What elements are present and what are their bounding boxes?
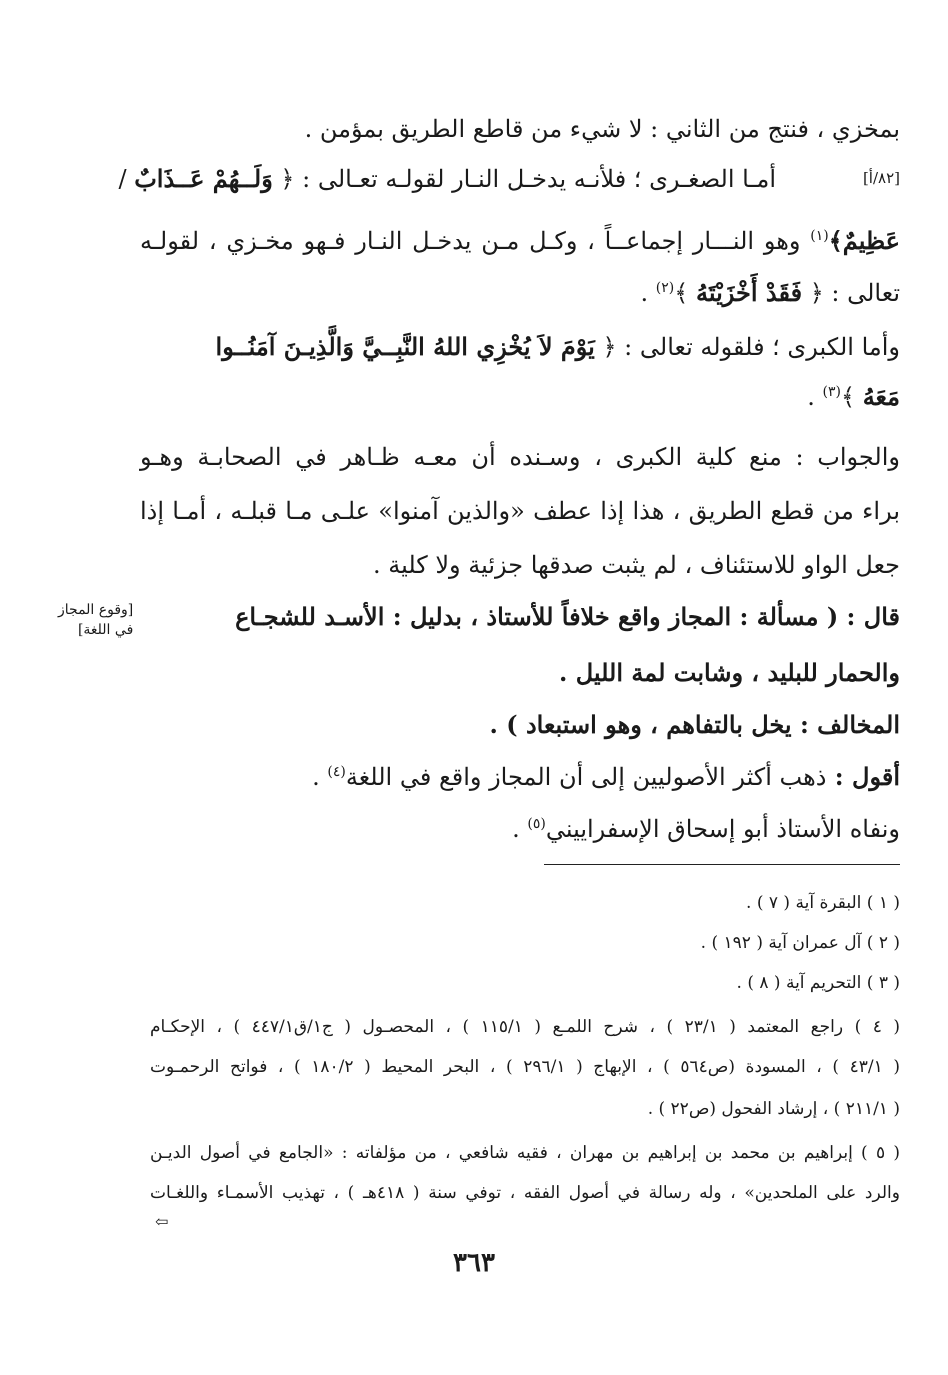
body-line-4: تعالى : ﴿ فَقَدْ أَخْزَيْتَهُ ﴾$^{(٢)}$ .: [640, 278, 900, 307]
footnote-ref: (٥): [527, 816, 546, 832]
page-number: ٣٦٣: [453, 1248, 495, 1278]
footnote-separator: [544, 864, 900, 865]
manuscript-folio-ref: [٨٢/أ]: [862, 169, 900, 187]
quran-verse: فَقَدْ أَخْزَيْتَهُ: [695, 278, 803, 307]
footnote-4-line-1: ( ٤ ) راجع المعتمد ( ٢٣/١ ) ، شرح اللمـع ( ١١٥/١ ) ، المحصـول ( ج١/ق٤٤٧/١ ) ، الإحكـام: [150, 1017, 900, 1037]
quran-verse: مَعَهُ: [862, 382, 900, 411]
body-line-11: والحمار للبليد ، وشابت لمة الليل .: [558, 658, 900, 687]
body-line-2: أمـا الصغـرى ؛ فلأنـه يدخـل النـار لقولـه تعـالى : ﴿ وَلَــهُمْ عَــذَابٌ /: [118, 164, 776, 193]
footnote-5-line-1: ( ٥ ) إبراهيم بن محمد بن إبراهيم بن مهران ، فقيه شافعي ، من مؤلفاته : «الجامع في أصول الديـن: [150, 1143, 900, 1163]
footnote-ref: (٤): [327, 764, 346, 780]
body-line-9: جعل الواو للاستئناف ، لم يثبت صدقها جزئية ولا كلية .: [372, 551, 900, 579]
footnote-ref: (١): [810, 228, 829, 244]
footnote-5-line-2: والرد على الملحدين» ، وله رسالة في أصول الفقه ، توفي سنة ( ٤١٨هـ ) ، تهذيب الأسمـاء واللغـات: [150, 1183, 900, 1203]
continue-arrow-icon: ⇦: [155, 1212, 169, 1231]
footnote-3: ( ٣ ) التحريم آية ( ٨ ) .: [736, 973, 900, 993]
body-line-13: أقول : ذهب أكثر الأصوليين إلى أن المجاز واقع في اللغة$^{(٤)}$ .: [312, 762, 900, 791]
footnote-ref: (٢): [655, 280, 675, 296]
footnote-1: ( ١ ) البقرة آية ( ٧ ) .: [746, 893, 900, 913]
footnote-4-line-3: ( ٢١١/١ ) ، إرشاد الفحول (ص٢٢ ) .: [647, 1099, 900, 1119]
body-line-5: وأما الكبرى ؛ فلقوله تعالى : ﴿ يَوْمَ لاَ يُخْزِي اللهُ النَّبِــيَّ وَالَّذِيـنَ آمَنُــوا: [215, 332, 900, 361]
footnote-2: ( ٢ ) آل عمران آية ( ١٩٢ ) .: [700, 933, 900, 953]
body-line-1: بمخزي ، فنتج من الثاني : لا شيء من قاطع الطريق بمؤمن .: [304, 115, 900, 143]
quran-verse: يَوْمَ لاَ يُخْزِي اللهُ النَّبِــيَّ وَالَّذِيـنَ آمَنُــوا: [215, 332, 595, 361]
quran-verse: وَلَــهُمْ عَــذَابٌ: [134, 164, 273, 193]
body-line-10: قال : ( مسألة : المجاز واقع خلافاً للأستاذ ، بدليل : الأسـد للشجـاع: [235, 602, 900, 631]
body-line-14: ونفاه الأستاذ أبو إسحاق الإسفراييني$^{(٥)}$ .: [512, 815, 900, 843]
body-line-7: والجواب : منع كلية الكبرى ، وسـنده أن معـه ظـاهر في الصحابـة وهـو: [140, 443, 900, 471]
body-line-3: عَظِيمٌ﴾$^{(١)}$ وهو النـــار إجماعــاً ، وكـل مـن يدخـل النـار فـهو مخـزي ، لقولـه: [140, 226, 900, 255]
aqulu-label: أقول :: [826, 762, 900, 791]
quran-verse: عَظِيمٌ﴾: [828, 226, 900, 255]
body-line-8: براء من قطع الطريق ، هذا إذا عطف «والذين آمنوا» علـى مـا قبلـه ، أمـا إذا: [140, 497, 900, 525]
mukhalif-label: المخالف :: [791, 710, 900, 739]
footnote-4-line-2: ( ٤٣/١ ) ، المسودة (ص٥٦٤ ) ، الإبهاج ( ٢٩٦/١ ) ، البحر المحيط ( ١٨٠/٢ ) ، فواتح الرحمـوت: [150, 1057, 900, 1077]
footnote-ref: (٣): [822, 384, 841, 400]
margin-heading: [وقوع المجاز في اللغة]: [58, 602, 134, 638]
body-line-6: مَعَهُ ﴾$^{(٣)}$ .: [807, 382, 900, 411]
qala-label: قال :: [838, 602, 900, 631]
body-line-12: المخالف : يخل بالتفاهم ، وهو استبعاد ) .: [489, 710, 900, 739]
